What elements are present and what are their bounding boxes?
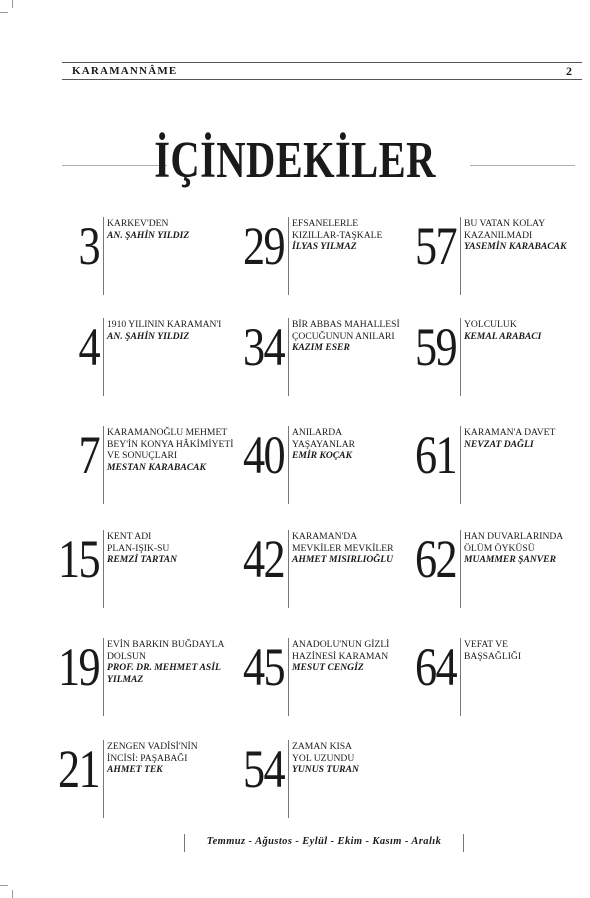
entry-text [107, 427, 257, 473]
entry-divider [288, 740, 289, 818]
entry-title-line: KARKEV'DEN [107, 218, 169, 229]
footer-rule-right [463, 834, 464, 852]
entry-author: KAZIM ESER [292, 342, 350, 354]
entry-title-line: KARAMAN'DA [292, 531, 358, 542]
entry-title-line: VE SONUÇLARI [107, 450, 178, 462]
entry-divider [460, 318, 461, 396]
entry-title-line: ÇOCUĞUNUN ANILARI [292, 330, 395, 342]
entry-title-line: KARAMANOĞLU MEHMET [107, 427, 228, 438]
entry-text [464, 639, 590, 662]
entry-page-number: 62 [415, 529, 456, 589]
page-title: İÇİNDEKİLER [154, 132, 436, 189]
entry-divider [103, 217, 104, 295]
entry-title-line: BAŞSAĞLIĞI [464, 650, 522, 662]
entry-title-line: VEFAT VE [464, 639, 508, 650]
entry-divider [288, 638, 289, 716]
entry-divider [460, 530, 461, 608]
entry-title-line: ZAMAN KISA [292, 741, 352, 752]
entry-page-number: 64 [415, 637, 456, 697]
running-header [62, 62, 582, 80]
entry-title-line: KIZILLAR-TAŞKALE [292, 229, 383, 241]
entry-author: MESUT CENGİZ [292, 662, 364, 674]
crop-mark [0, 885, 8, 886]
entry-author: YUNUS TURAN [292, 764, 359, 776]
entry-divider [460, 217, 461, 295]
entry-title-line: 1910 YILININ KARAMAN'I [107, 319, 222, 330]
entry-divider [103, 530, 104, 608]
entry-text [107, 531, 257, 566]
entry-divider [288, 318, 289, 396]
issue-months: Temmuz - Ağustos - Eylül - Ekim - Kasım - Aralık [206, 836, 442, 847]
entry-author: YILMAZ [107, 673, 144, 685]
entry-text [107, 319, 257, 342]
entry-divider [103, 638, 104, 716]
crop-mark [12, 890, 13, 898]
entry-title-line: YAŞAYANLAR [292, 438, 356, 450]
footer [184, 834, 464, 852]
entry-title-line: EVİN BARKIN BUĞDAYLA [107, 639, 225, 650]
entry-page-number: 42 [243, 529, 284, 589]
entry-title-line: PLAN-IŞIK-SU [107, 542, 170, 554]
entry-title-line: BU VATAN KOLAY [464, 218, 546, 229]
entry-title-line: BİR ABBAS MAHALLESİ [292, 319, 400, 330]
entry-page-number: 34 [243, 317, 284, 377]
entry-page-number: 61 [415, 425, 456, 485]
header-rule [62, 79, 582, 80]
entry-page-number: 59 [415, 317, 456, 377]
entry-title-line: ANILARDA [292, 427, 343, 438]
entry-page-number: 45 [243, 637, 284, 697]
entry-title-line: KENT ADI [107, 531, 152, 542]
entry-text [464, 427, 590, 450]
entry-divider [103, 426, 104, 504]
entry-title-line: EFSANELERLE [292, 218, 359, 229]
entry-author: MUAMMER ŞANVER [464, 554, 556, 566]
entry-text [107, 218, 257, 241]
entry-title-line: ÖLÜM ÖYKÜSÜ [464, 542, 535, 554]
entry-title-line: ANADOLU'NUN GİZLİ [292, 639, 390, 650]
entry-title-line: YOLCULUK [464, 319, 517, 330]
entry-author: YASEMİN KARABACAK [464, 241, 567, 253]
entry-text [464, 319, 590, 342]
entry-text [464, 531, 590, 566]
crop-mark [12, 0, 13, 8]
entry-author: AHMET MISIRLIOĞLU [292, 554, 394, 566]
entry-title-line: KARAMAN'A DAVET [464, 427, 556, 438]
entry-page-number: 7 [78, 425, 99, 485]
entry-title-line: İNCİSİ: PAŞABAĞI [107, 752, 188, 764]
entry-page-number: 19 [58, 637, 99, 697]
heading-rule-right [470, 165, 575, 166]
entry-title-line: HAN DUVARLARINDA [464, 531, 564, 542]
journal-title: KARAMANNÂME [72, 65, 178, 77]
entry-page-number: 29 [243, 216, 284, 276]
entry-page-number: 21 [58, 739, 99, 799]
entry-text [107, 741, 257, 776]
entry-author: İLYAS YILMAZ [292, 241, 357, 253]
entry-page-number: 57 [415, 216, 456, 276]
entry-title-line: MEVKİLER MEVKİLER [292, 542, 394, 554]
entry-page-number: 15 [58, 529, 99, 589]
entry-title-line: HAZİNESİ KARAMAN [292, 650, 389, 662]
entry-title-line: YOL UZUNDU [292, 752, 355, 764]
entry-author: KEMAL ARABACI [464, 330, 542, 342]
entry-text [292, 741, 442, 776]
entry-page-number: 3 [78, 216, 99, 276]
entry-title-line: DOLSUN [107, 650, 146, 662]
entry-text [107, 639, 257, 685]
entry-title-line: KAZANILMADI [464, 229, 533, 241]
entry-author: MESTAN KARABACAK [107, 461, 206, 473]
crop-mark [0, 12, 8, 13]
entry-author: AN. ŞAHİN YILDIZ [107, 229, 190, 241]
entry-divider [460, 638, 461, 716]
entry-text [464, 218, 590, 253]
entry-author: REMZİ TARTAN [107, 554, 178, 566]
entry-author: AN. ŞAHİN YILDIZ [107, 330, 190, 342]
page-number: 2 [566, 64, 572, 78]
entry-divider [103, 740, 104, 818]
entry-page-number: 4 [78, 317, 99, 377]
entry-page-number: 54 [243, 739, 284, 799]
entry-divider [460, 426, 461, 504]
entry-divider [288, 426, 289, 504]
entry-author: AHMET TEK [107, 764, 163, 776]
entry-author: EMİR KOÇAK [292, 450, 352, 462]
header-rule [62, 62, 582, 63]
entry-divider [288, 530, 289, 608]
entry-author: PROF. DR. MEHMET ASİL [107, 662, 221, 674]
entry-author: NEVZAT DAĞLI [464, 438, 534, 450]
entry-divider [103, 318, 104, 396]
entry-divider [288, 217, 289, 295]
entry-title-line: ZENGEN VADİSİ'NİN [107, 741, 198, 752]
entry-title-line: BEY'İN KONYA HÂKİMİYETİ [107, 438, 234, 450]
entry-page-number: 40 [243, 425, 284, 485]
